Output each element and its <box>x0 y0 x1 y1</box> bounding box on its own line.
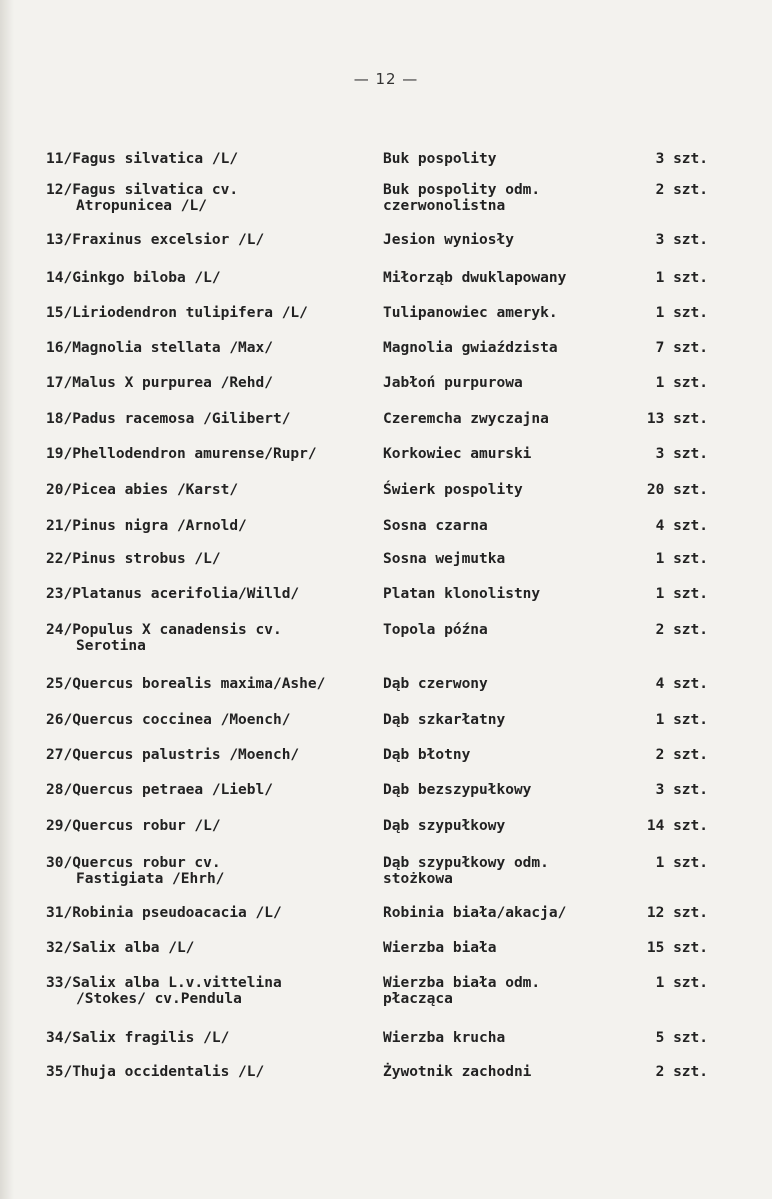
polish-name <box>383 270 623 286</box>
latin-name <box>46 712 376 728</box>
quantity: 1 szt. <box>655 712 708 728</box>
polish-name-line: Żywotnik zachodni <box>383 1064 532 1080</box>
latin-name <box>46 411 376 427</box>
polish-name-line: Dąb szypułkowy odm. <box>383 855 549 871</box>
polish-name-continuation: czerwonolistna <box>383 198 506 214</box>
quantity: 5 szt. <box>655 1030 708 1046</box>
quantity: 3 szt. <box>655 232 708 248</box>
latin-name-line: 32/Salix alba /L/ <box>46 940 195 956</box>
polish-name <box>383 712 623 728</box>
quantity: 20 szt. <box>646 482 708 498</box>
latin-name-line: 21/Pinus nigra /Arnold/ <box>46 518 247 534</box>
polish-name-line: Jesion wyniosły <box>383 232 514 248</box>
polish-name-line: Miłorząb dwuklapowany <box>383 270 567 286</box>
latin-name <box>46 855 376 887</box>
polish-name <box>383 340 623 356</box>
latin-name <box>46 446 376 462</box>
polish-name <box>383 940 623 956</box>
quantity: 1 szt. <box>655 375 708 391</box>
polish-name-continuation: płacząca <box>383 991 453 1007</box>
latin-name-line: 30/Quercus robur cv. <box>46 855 221 871</box>
polish-name-line: Tulipanowiec ameryk. <box>383 305 558 321</box>
quantity: 1 szt. <box>655 975 708 991</box>
polish-name <box>383 375 623 391</box>
latin-name-line: 27/Quercus palustris /Moench/ <box>46 747 300 763</box>
latin-name-line: 31/Robinia pseudoacacia /L/ <box>46 905 282 921</box>
latin-name <box>46 747 376 763</box>
quantity: 1 szt. <box>655 855 708 871</box>
polish-name <box>383 1064 623 1080</box>
polish-name <box>383 551 623 567</box>
quantity: 14 szt. <box>646 818 708 834</box>
latin-name-line: 13/Fraxinus excelsior /L/ <box>46 232 265 248</box>
latin-name <box>46 232 376 248</box>
latin-name <box>46 182 376 214</box>
latin-name-line: 23/Platanus acerifolia/Willd/ <box>46 586 300 602</box>
polish-name-line: Wierzba biała <box>383 940 497 956</box>
latin-name-line: 20/Picea abies /Karst/ <box>46 482 239 498</box>
latin-name-continuation: Fastigiata /Ehrh/ <box>76 871 225 887</box>
latin-name-line: 29/Quercus robur /L/ <box>46 818 221 834</box>
page-number: — 12 — <box>353 70 419 88</box>
latin-name-continuation: Atropunicea /L/ <box>76 198 207 214</box>
latin-name-line: 17/Malus X purpurea /Rehd/ <box>46 375 273 391</box>
polish-name-line: Jabłoń purpurowa <box>383 375 523 391</box>
polish-name <box>383 818 623 834</box>
polish-name <box>383 622 623 638</box>
latin-name-continuation: Serotina <box>76 638 146 654</box>
quantity: 3 szt. <box>655 446 708 462</box>
latin-name <box>46 818 376 834</box>
latin-name-line: 15/Liriodendron tulipifera /L/ <box>46 305 308 321</box>
latin-name <box>46 340 376 356</box>
quantity: 4 szt. <box>655 518 708 534</box>
polish-name-line: Dąb bezszypułkowy <box>383 782 532 798</box>
polish-name-line: Świerk pospolity <box>383 482 523 498</box>
quantity: 4 szt. <box>655 676 708 692</box>
latin-name <box>46 940 376 956</box>
polish-name-line: Sosna czarna <box>383 518 488 534</box>
polish-name <box>383 446 623 462</box>
latin-name <box>46 586 376 602</box>
latin-name-line: 28/Quercus petraea /Liebl/ <box>46 782 273 798</box>
latin-name-line: 33/Salix alba L.v.vittelina <box>46 975 282 991</box>
quantity: 7 szt. <box>655 340 708 356</box>
quantity: 1 szt. <box>655 305 708 321</box>
latin-name <box>46 782 376 798</box>
latin-name <box>46 1030 376 1046</box>
latin-name <box>46 518 376 534</box>
latin-name-line: 24/Populus X canadensis cv. <box>46 622 282 638</box>
polish-name-line: Dąb szypułkowy <box>383 818 506 834</box>
polish-name-line: Topola późna <box>383 622 488 638</box>
latin-name <box>46 305 376 321</box>
polish-name-line: Buk pospolity <box>383 151 497 167</box>
latin-name-line: 25/Quercus borealis maxima/Ashe/ <box>46 676 326 692</box>
latin-name-line: 22/Pinus strobus /L/ <box>46 551 221 567</box>
latin-name-line: 12/Fagus silvatica cv. <box>46 182 239 198</box>
latin-name-line: 18/Padus racemosa /Gilibert/ <box>46 411 291 427</box>
quantity: 1 szt. <box>655 551 708 567</box>
latin-name <box>46 270 376 286</box>
quantity: 3 szt. <box>655 782 708 798</box>
quantity: 15 szt. <box>646 940 708 956</box>
polish-name <box>383 305 623 321</box>
quantity: 2 szt. <box>655 622 708 638</box>
polish-name-continuation: stożkowa <box>383 871 453 887</box>
polish-name-line: Czeremcha zwyczajna <box>383 411 549 427</box>
latin-name <box>46 375 376 391</box>
polish-name-line: Platan klonolistny <box>383 586 541 602</box>
polish-name <box>383 518 623 534</box>
polish-name-line: Dąb szkarłatny <box>383 712 506 728</box>
quantity: 2 szt. <box>655 747 708 763</box>
polish-name-line: Wierzba krucha <box>383 1030 506 1046</box>
quantity: 13 szt. <box>646 411 708 427</box>
latin-name <box>46 1064 376 1080</box>
polish-name-line: Wierzba biała odm. <box>383 975 541 991</box>
quantity: 3 szt. <box>655 151 708 167</box>
quantity: 1 szt. <box>655 586 708 602</box>
latin-name <box>46 905 376 921</box>
polish-name <box>383 747 623 763</box>
polish-name <box>383 232 623 248</box>
page-fold-shadow <box>0 0 14 1199</box>
latin-name-line: 11/Fagus silvatica /L/ <box>46 151 239 167</box>
quantity: 1 szt. <box>655 270 708 286</box>
latin-name-line: 19/Phellodendron amurense/Rupr/ <box>46 446 317 462</box>
latin-name <box>46 551 376 567</box>
polish-name-line: Magnolia gwiaździsta <box>383 340 558 356</box>
polish-name-line: Dąb czerwony <box>383 676 488 692</box>
polish-name <box>383 182 623 214</box>
polish-name <box>383 411 623 427</box>
polish-name <box>383 782 623 798</box>
polish-name-line: Korkowiec amurski <box>383 446 532 462</box>
polish-name <box>383 1030 623 1046</box>
quantity: 2 szt. <box>655 182 708 198</box>
latin-name-line: 16/Magnolia stellata /Max/ <box>46 340 273 356</box>
latin-name-line: 14/Ginkgo biloba /L/ <box>46 270 221 286</box>
latin-name <box>46 676 376 692</box>
polish-name-line: Sosna wejmutka <box>383 551 506 567</box>
latin-name <box>46 622 376 654</box>
polish-name <box>383 975 623 1007</box>
polish-name <box>383 151 623 167</box>
polish-name <box>383 855 623 887</box>
polish-name <box>383 482 623 498</box>
quantity: 12 szt. <box>646 905 708 921</box>
polish-name <box>383 676 623 692</box>
latin-name <box>46 482 376 498</box>
latin-name-continuation: /Stokes/ cv.Pendula <box>76 991 242 1007</box>
latin-name-line: 34/Salix fragilis /L/ <box>46 1030 230 1046</box>
polish-name-line: Dąb błotny <box>383 747 471 763</box>
polish-name <box>383 905 623 921</box>
latin-name-line: 26/Quercus coccinea /Moench/ <box>46 712 291 728</box>
quantity: 2 szt. <box>655 1064 708 1080</box>
latin-name <box>46 151 376 167</box>
polish-name <box>383 586 623 602</box>
latin-name <box>46 975 376 1007</box>
polish-name-line: Robinia biała/akacja/ <box>383 905 567 921</box>
latin-name-line: 35/Thuja occidentalis /L/ <box>46 1064 265 1080</box>
polish-name-line: Buk pospolity odm. <box>383 182 541 198</box>
